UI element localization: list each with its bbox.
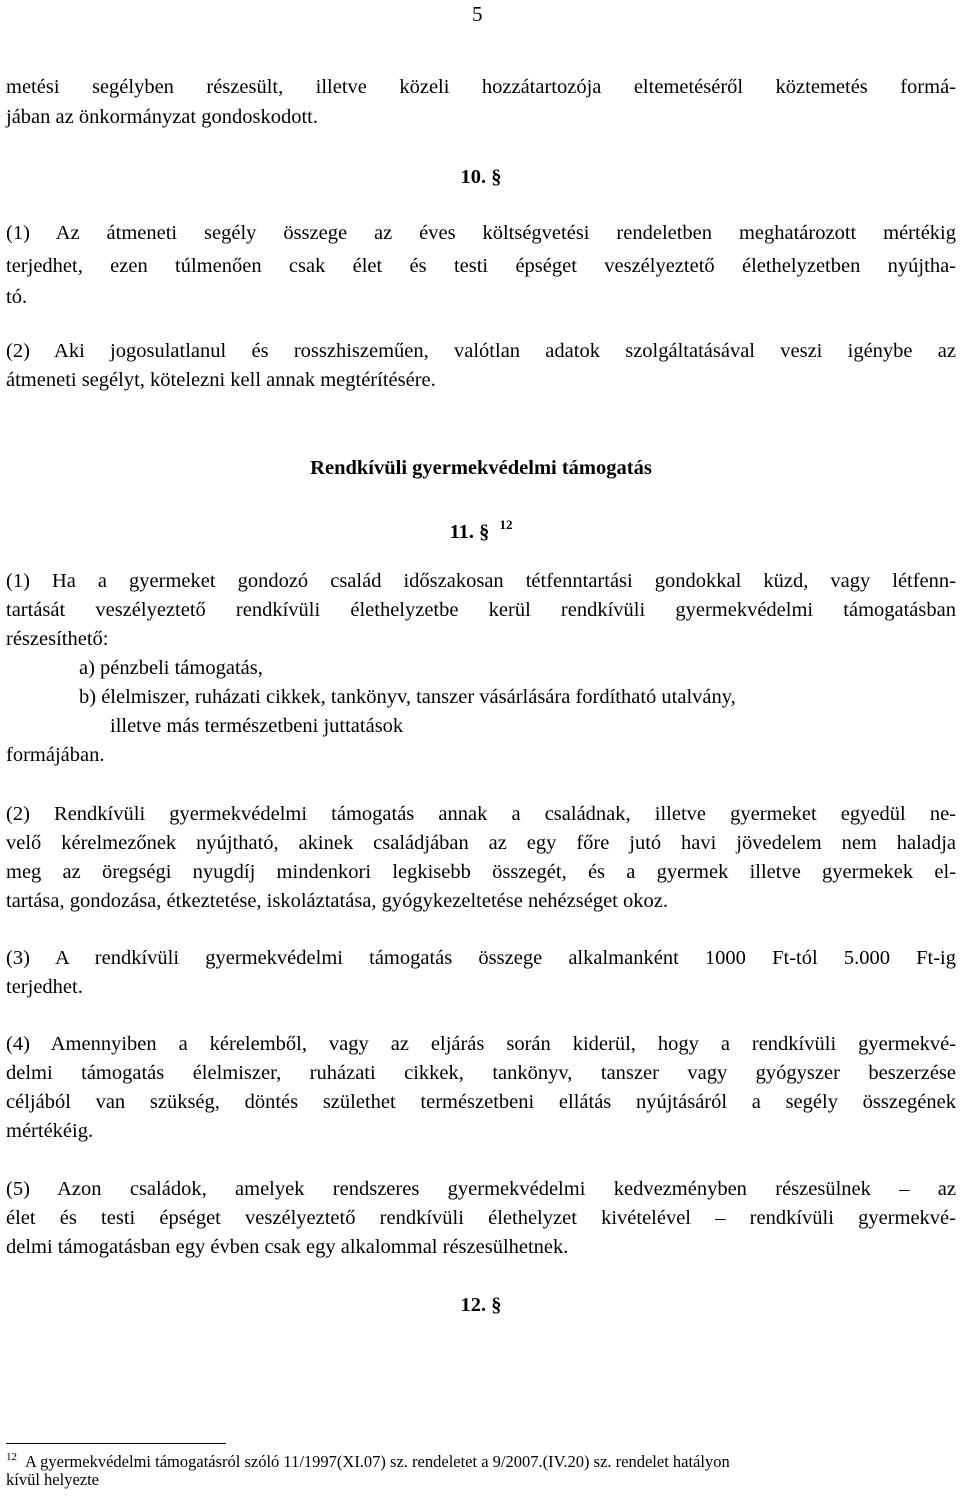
paragraph-line: (1) Ha a gyermeket gondozó család időszakosan tétfenntartási gondokkal küzd, vagy létfenn- xyxy=(6,570,956,592)
paragraph-line: velő kérelmezőnek nyújtható, akinek családjában az egy főre jutó havi jövedelem nem haladja xyxy=(6,832,956,854)
paragraph-line: (4) Amennyiben a kérelemből, vagy az eljárás során kiderül, hogy a rendkívüli gyermekvé- xyxy=(6,1033,956,1055)
section-heading-text: 11. § xyxy=(449,521,490,543)
list-item-b: b) élelmiszer, ruházati cikkek, tankönyv, tanszer vásárlására fordítható utalvány, xyxy=(79,686,736,708)
paragraph-line: céljából van szükség, döntés születhet természetbeni ellátás nyújtásáról a segély összegének xyxy=(6,1091,956,1113)
paragraph-line: mértékéig. xyxy=(6,1120,94,1142)
paragraph-line: jában az önkormányzat gondoskodott. xyxy=(6,106,318,128)
paragraph-line: meg az öregségi nyugdíj mindenkori legkisebb összegét, és a gyermek illetve gyermekek el- xyxy=(6,861,956,883)
paragraph-line: élet és testi épséget veszélyeztető rendkívüli élethelyzet kivételével – rendkívüli gyermekvé- xyxy=(6,1207,956,1229)
paragraph-line: delmi támogatás élelmiszer, ruházati cikkek, tankönyv, tanszer vagy gyógyszer beszerzése xyxy=(6,1062,956,1084)
section-heading-10: 10. § xyxy=(460,166,502,188)
footnote-line: kívül helyezte xyxy=(6,1470,100,1489)
paragraph-line: tartása, gondozása, étkeztetése, iskoláztatása, gyógykezeltetése nehézséget okoz. xyxy=(6,890,668,912)
paragraph-line: metési segélyben részesült, illetve közeli hozzátartozója eltemetéséről köztemetés formá- xyxy=(6,76,956,98)
footnote-divider xyxy=(6,1443,226,1444)
paragraph-line: részesíthető: xyxy=(6,628,109,650)
paragraph-line: (1) Az átmeneti segély összege az éves költségvetési rendeletben meghatározott mértékig xyxy=(6,222,956,244)
section-heading-11 xyxy=(6,512,956,545)
paragraph-line: (2) Rendkívüli gyermekvédelmi támogatás annak a családnak, illetve gyermeket egyedül ne- xyxy=(6,803,956,825)
paragraph-line: terjedhet. xyxy=(6,976,83,998)
footnote-line xyxy=(6,1446,730,1473)
paragraph-line: (5) Azon családok, amelyek rendszeres gyermekvédelmi kedvezményben részesülnek – az xyxy=(6,1178,956,1200)
paragraph-line: terjedhet, ezen túlmenően csak élet és testi épséget veszélyeztető élethelyzetben nyújtha- xyxy=(6,255,956,277)
section-heading-12: 12. § xyxy=(460,1294,502,1316)
paragraph-line: delmi támogatásban egy évben csak egy alkalommal részesülhetnek. xyxy=(6,1236,569,1258)
paragraph-line: (3) A rendkívüli gyermekvédelmi támogatás összege alkalmanként 1000 Ft-tól 5.000 Ft-ig xyxy=(6,947,956,969)
list-item-b-continuation: illetve más természetbeni juttatások xyxy=(110,715,404,737)
list-item-a: a) pénzbeli támogatás, xyxy=(79,657,263,679)
paragraph-line: átmeneti segélyt, kötelezni kell annak megtérítésére. xyxy=(6,369,436,391)
paragraph-line: tó. xyxy=(6,286,28,308)
footnote-text: A gyermekvédelmi támogatásról szóló 11/1997(XI.07) sz. rendeletet a 9/2007.(IV.20) sz. rendelet hatályon xyxy=(25,1452,730,1471)
paragraph-line: formájában. xyxy=(6,744,105,766)
footnote-mark: 12 xyxy=(6,1451,17,1463)
paragraph-line: tartását veszélyeztető rendkívüli élethelyzetbe kerül rendkívüli gyermekvédelmi támogatásban xyxy=(6,599,956,621)
section-title: Rendkívüli gyermekvédelmi támogatás xyxy=(310,457,652,479)
paragraph-line: (2) Aki jogosulatlanul és rosszhiszeműen, valótlan adatok szolgáltatásával veszi igénybe az xyxy=(6,340,956,362)
footnote-reference: 12 xyxy=(499,517,513,532)
page-number: 5 xyxy=(472,2,483,26)
